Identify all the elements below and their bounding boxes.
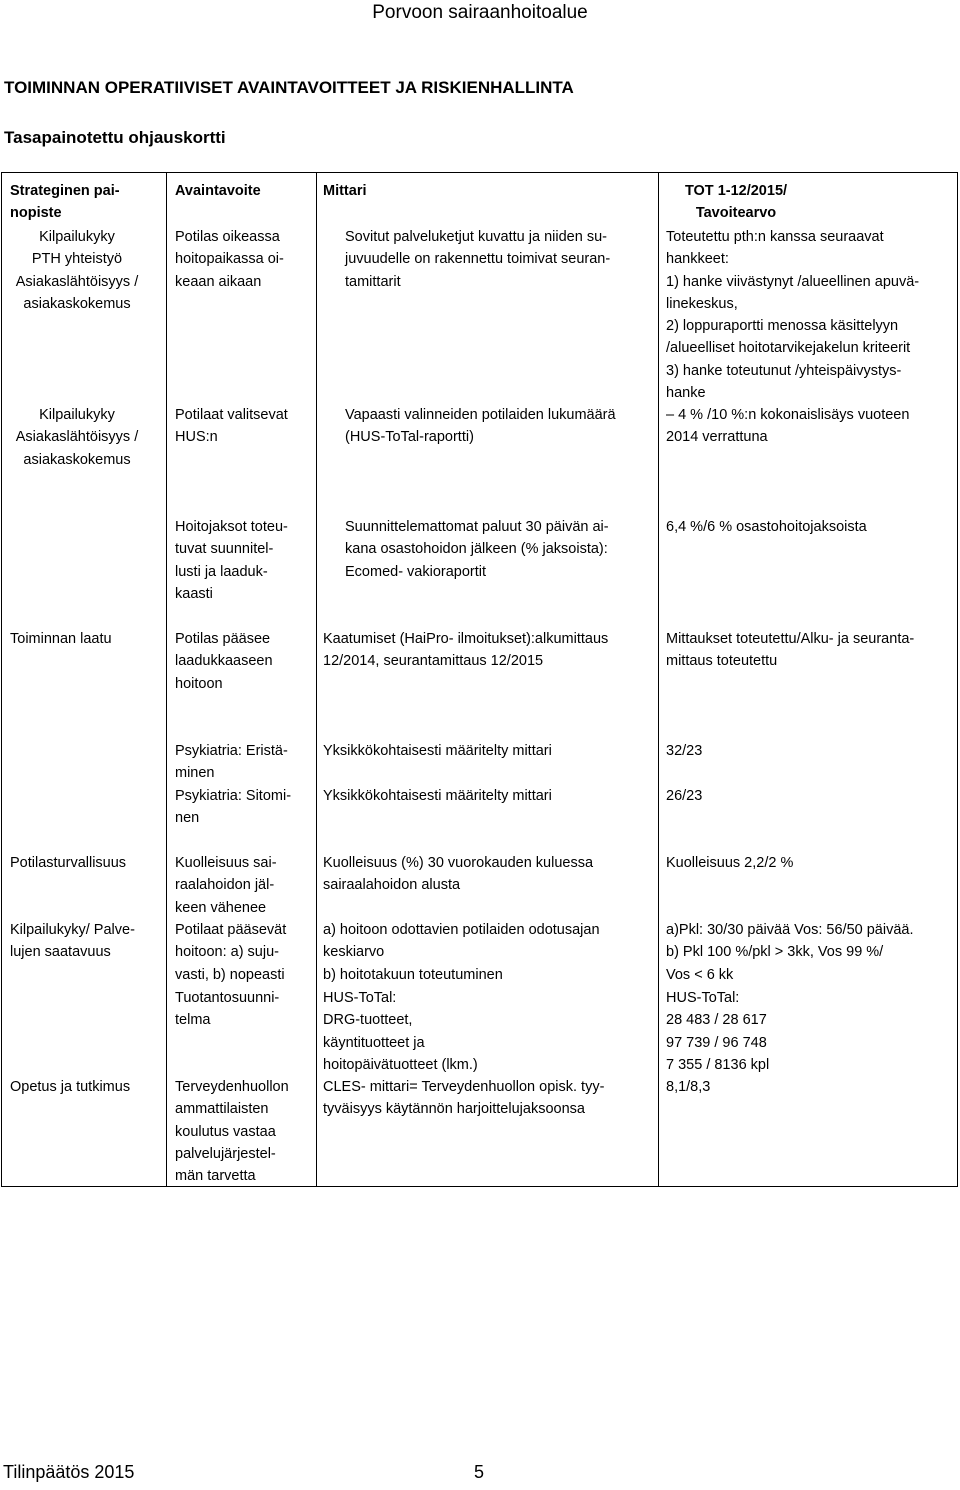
table-cell-metric: CLES- mittari= Terveydenhuollon opisk. tyy- tyväisyys käytännön harjoittelujaksoonsa	[323, 1079, 605, 1118]
table-cell-target: a)Pkl: 30/30 päivää Vos: 56/50 päivää. b) Pkl 100 %/pkl > 3kk, Vos 99 %/ Vos < 6 kk	[666, 922, 914, 983]
table-cell-focus: Kilpailukyky Asiakaslähtöisyys / asiakaskokemus	[15, 407, 139, 468]
table-cell-goal: Potilaat valitsevat HUS:n	[175, 407, 288, 446]
column-divider	[166, 173, 167, 1186]
table-cell-target: 6,4 %/6 % osastohoitojaksoista	[666, 519, 867, 535]
table-cell-target: – 4 % /10 %:n kokonaislisäys vuoteen 2014 verrattuna	[666, 407, 910, 446]
table-cell-metric: Sovitut palveluketjut kuvattu ja niiden su- juvuudelle on rakennettu toimivat seuran- tamittarit	[345, 229, 611, 290]
table-cell-target: Kuolleisuus 2,2/2 %	[666, 855, 794, 871]
table-cell-metric: Yksikkökohtaisesti määritelty mittari	[323, 743, 552, 759]
table-cell-metric: Kuolleisuus (%) 30 vuorokauden kuluessa sairaalahoidon alusta	[323, 855, 594, 894]
table-cell-goal: Psykiatria: Eristä- minen	[175, 743, 288, 782]
table-cell-metric: Suunnittelemattomat paluut 30 päivän ai- kana osastohoidon jälkeen (% jaksoista): Ecomed- vakioraportit	[345, 519, 609, 580]
table-cell-metric: HUS-ToTal: DRG-tuotteet, käyntituotteet ja hoitopäivätuotteet (lkm.)	[323, 990, 478, 1073]
column-header-key-goal: Avaintavoite	[175, 183, 261, 199]
table-cell-metric: a) hoitoon odottavien potilaiden odotusajan keskiarvo b) hoitotakuun toteutuminen	[323, 922, 600, 983]
column-header-strategic-focus: Strateginen pai- nopiste	[10, 183, 120, 222]
table-cell-goal: Kuolleisuus sai- raalahoidon jäl- keen vähenee	[175, 855, 277, 916]
document-title: TOIMINNAN OPERATIIVISET AVAINTAVOITTEET JA RISKIENHALLINTA	[4, 78, 574, 97]
table-cell-focus: Opetus ja tutkimus	[10, 1079, 131, 1095]
table-cell-target: 32/23	[666, 743, 703, 759]
page-header: Porvoon sairaanhoitoalue	[372, 2, 588, 23]
table-cell-target: Toteutettu pth:n kanssa seuraavat hankkeet: 1) hanke viivästynyt /alueellinen apuvä- linekeskus, 2) loppuraportti menossa käsittelyyn /alueelliset hoitotarvikejakelun kriteerit 3) hanke toteutunut /yhteispäivystys- hanke	[666, 229, 920, 402]
table-cell-focus: Toiminnan laatu	[10, 631, 112, 647]
table-cell-goal: Potilas oikeassa hoitopaikassa oi- keaan aikaan	[175, 229, 284, 290]
table-cell-focus: Kilpailukyky/ Palve- lujen saatavuus	[10, 922, 135, 961]
table-cell-goal: Potilaat pääsevät hoitoon: a) suju- vasti, b) nopeasti	[175, 922, 287, 983]
footer-report-title: Tilinpäätös 2015	[3, 1462, 135, 1482]
table-cell-goal: Psykiatria: Sitomi- nen	[175, 788, 292, 827]
table-cell-goal: Terveydenhuollon ammattilaisten koulutus vastaa palvelujärjestel- män tarvetta	[175, 1079, 289, 1185]
table-cell-goal: Tuotantosuunni- telma	[175, 990, 280, 1029]
table-cell-focus: Kilpailukyky PTH yhteistyö Asiakaslähtöisyys / asiakaskokemus	[15, 229, 139, 312]
table-cell-target: Mittaukset toteutettu/Alku- ja seuranta- mittaus toteutettu	[666, 631, 915, 670]
table-cell-target: 26/23	[666, 788, 703, 804]
column-divider	[658, 173, 659, 1186]
table-cell-target: 8,1/8,3	[666, 1079, 711, 1095]
column-divider	[316, 173, 317, 1186]
table-cell-focus: Potilasturvallisuus	[10, 855, 127, 871]
table-cell-goal: Hoitojaksot toteu- tuvat suunnitel- lusti ja laaduk- kaasti	[175, 519, 288, 602]
table-cell-metric: Kaatumiset (HaiPro- ilmoitukset):alkumittaus 12/2014, seurantamittaus 12/2015	[323, 631, 609, 670]
column-header-target: TOT 1-12/2015/ Tavoitearvo	[684, 183, 788, 222]
table-cell-target: HUS-ToTal: 28 483 / 28 617 97 739 / 96 748 7 355 / 8136 kpl	[666, 990, 770, 1073]
document-subtitle: Tasapainotettu ohjauskortti	[4, 128, 226, 147]
page-number: 5	[474, 1462, 485, 1482]
table-cell-goal: Potilas pääsee laadukkaaseen hoitoon	[175, 631, 273, 692]
table-cell-metric: Vapaasti valinneiden potilaiden lukumäärä (HUS-ToTal-raportti)	[345, 407, 616, 446]
table-cell-metric: Yksikkökohtaisesti määritelty mittari	[323, 788, 552, 804]
column-header-metric: Mittari	[323, 183, 367, 199]
